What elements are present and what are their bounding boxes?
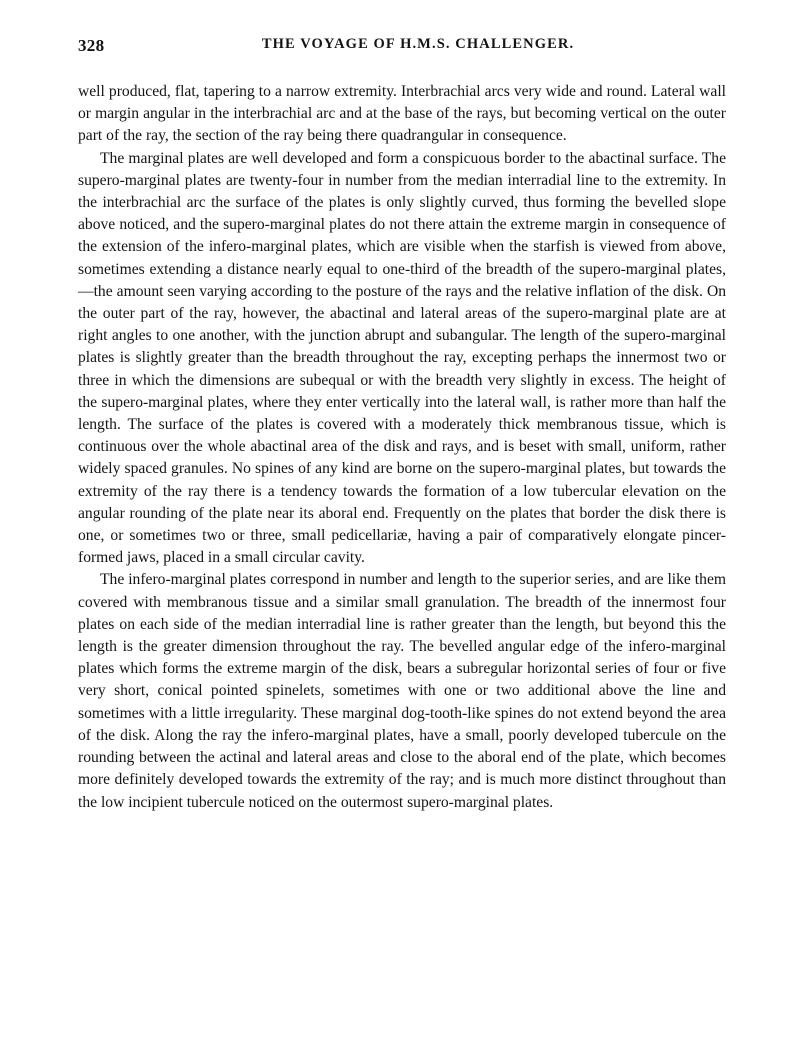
- page-header: [78, 36, 728, 66]
- page-number: 328: [78, 36, 105, 55]
- paragraph-marginal-plates: The marginal plates are well developed and form a conspicuous border to the abactinal surface. The supero-marginal plates are twenty-four in number from the median interradial line to the extremity. In the interbrachial arc the surface of the plates is only slightly curved, thus forming the bevelled slope above noticed, and the supero-marginal plates do not there attain the extreme margin in consequence of the extension of the infero-marginal plates, which are visible when the starfish is viewed from above, sometimes extending a distance nearly equal to one-third of the breadth of the supero-marginal plates,—the amount seen varying according to the posture of the rays and the relative inflation of the disk. On the outer part of the ray, however, the abactinal and lateral areas of the supero-marginal plate are at right angles to one another, with the junction abrupt and subangular. The length of the supero-marginal plates is slightly greater than the breadth throughout the ray, excepting perhaps the innermost two or three in which the dimensions are subequal or with the breadth very slightly in excess. The height of the supero-marginal plates, where they enter vertically into the lateral wall, is rather more than half the length. The surface of the plates is covered with a moderately thick membranous tissue, which is continuous over the whole abactinal area of the disk and rays, and is beset with small, uniform, rather widely spaced granules. No spines of any kind are borne on the supero-marginal plates, but towards the extremity of the ray there is a tendency towards the formation of a low tubercular elevation on the angular rounding of the plate near its aboral end. Frequently on the plates that border the disk there is one, or sometimes two or three, small pedicellariæ, having a pair of comparatively elongate pincer-formed jaws, placed in a small circular cavity.: [78, 149, 726, 567]
- body-text: [78, 81, 726, 814]
- paragraph-continued: well produced, flat, tapering to a narrow extremity. Interbrachial arcs very wide and round. Lateral wall or margin angular in the interbrachial arc and at the base of the rays, but becoming vertical on the outer part of the ray, the section of the ray being there quadrangular in consequence.: [78, 83, 726, 145]
- paragraph-infero-marginal-plates: The infero-marginal plates correspond in number and length to the superior series, and are like them covered with membranous tissue and a similar small granulation. The breadth of the innermost four plates on each side of the median interradial line is rather greater than the length, but beyond this the length is the greater dimension throughout the ray. The bevelled angular edge of the infero-marginal plates which forms the extreme margin of the disk, bears a subregular horizontal series of four or five very short, conical pointed spinelets, sometimes with one or two additional above the line and sometimes with a little irregularity. These marginal dog-tooth-like spines do not extend beyond the area of the disk. Along the ray the infero-marginal plates, have a small, poorly developed tubercule on the rounding between the actinal and lateral areas and close to the aboral end of the plate, which becomes more definitely developed towards the extremity of the ray; and is much more distinct throughout than the low incipient tubercule noticed on the outermost supero-marginal plates.: [78, 571, 726, 811]
- running-title: THE VOYAGE OF H.M.S. CHALLENGER.: [261, 36, 575, 52]
